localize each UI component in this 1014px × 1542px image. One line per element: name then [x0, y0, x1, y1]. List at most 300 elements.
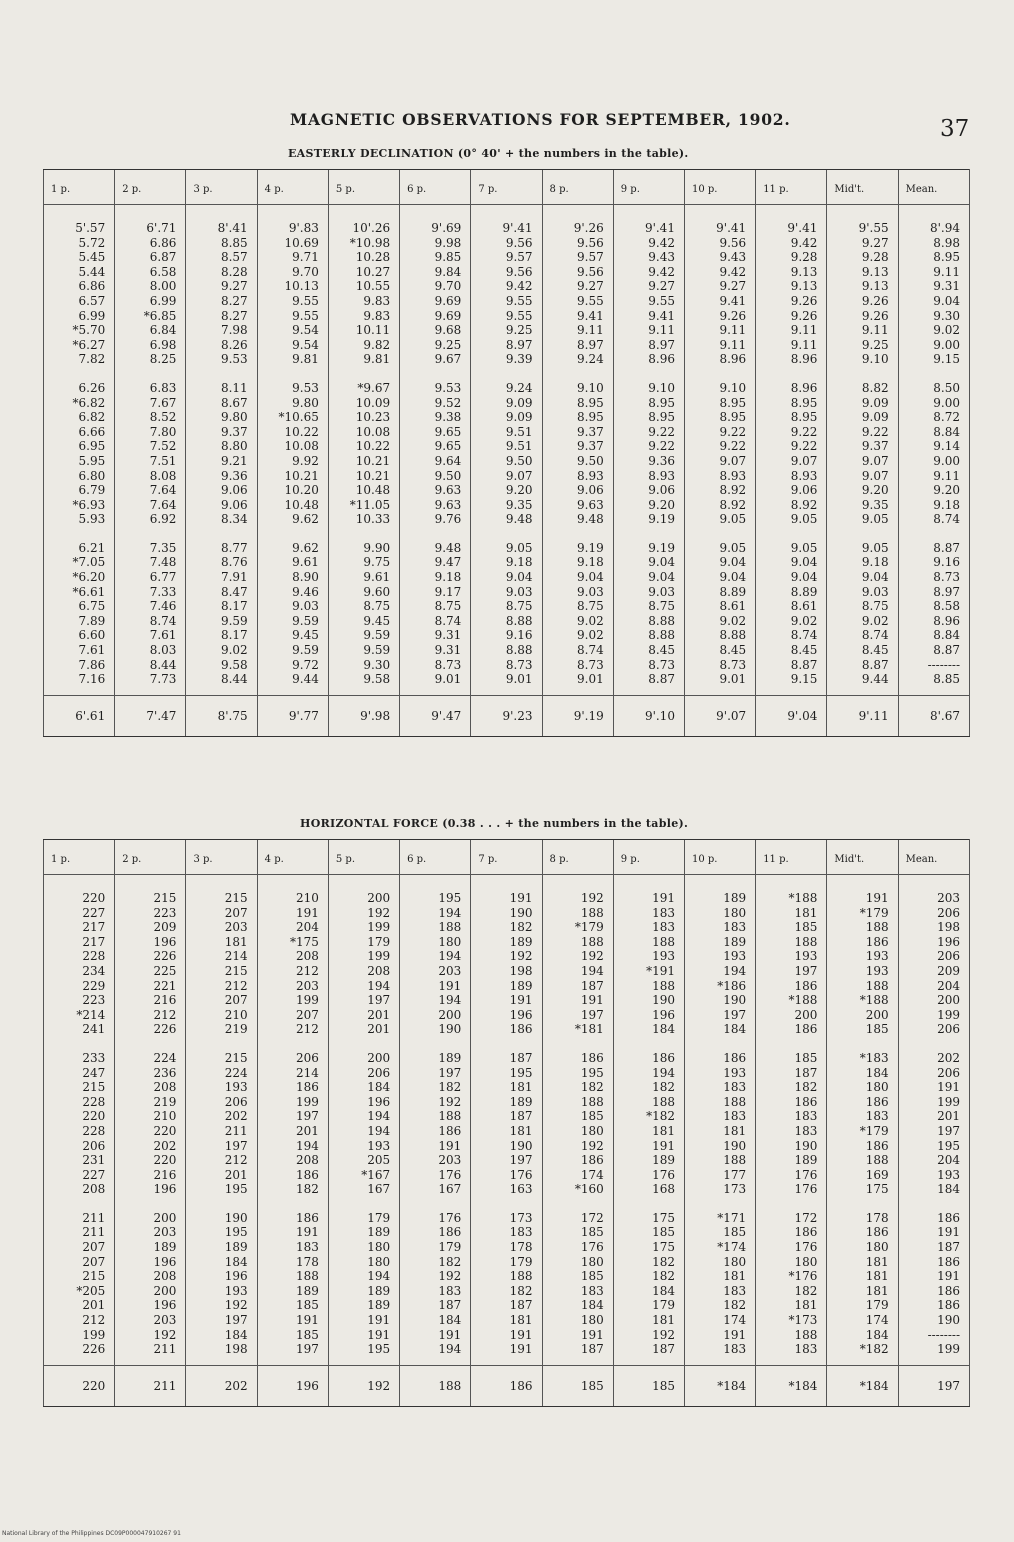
table-cell: 202 [115, 1139, 186, 1154]
table-cell: 203 [115, 1225, 186, 1240]
table-cell: 199 [898, 1008, 969, 1023]
table-cell: 8.95 [684, 396, 755, 411]
table-cell: 8.88 [684, 628, 755, 643]
table-cell: 9'.41 [471, 205, 542, 236]
table-cell: 182 [542, 1080, 613, 1095]
table-cell: 199 [898, 1095, 969, 1110]
table-cell: 9.00 [898, 338, 969, 353]
table-cell: 211 [44, 1225, 115, 1240]
table-cell: 8.73 [400, 658, 471, 673]
table-row [44, 1255, 970, 1270]
table-cell: 10.33 [328, 512, 399, 527]
table-cell: 219 [115, 1095, 186, 1110]
table-cell: 195 [186, 1182, 257, 1197]
table-cell: 180 [684, 1255, 755, 1270]
table-cell: 181 [684, 1124, 755, 1139]
table-cell: 6.92 [115, 512, 186, 527]
table-cell: 9.04 [684, 555, 755, 570]
table-cell: 9.30 [328, 658, 399, 673]
mean-cell: 186 [471, 1365, 542, 1406]
table-row [44, 1109, 970, 1124]
table-cell: 225 [115, 964, 186, 979]
table-cell: 8.61 [684, 599, 755, 614]
table-cell: 9.05 [827, 512, 898, 527]
table-cell: 182 [400, 1080, 471, 1095]
table-cell: 181 [186, 935, 257, 950]
mean-cell: 196 [257, 1365, 328, 1406]
table-cell: 181 [471, 1124, 542, 1139]
table-cell: *173 [756, 1313, 827, 1328]
table-cell: 8.88 [471, 614, 542, 629]
table-cell: 7.82 [44, 352, 115, 367]
table-cell: 197 [400, 1066, 471, 1081]
table-cell: 8.95 [542, 410, 613, 425]
table-cell: 6.60 [44, 628, 115, 643]
table-cell: 9.01 [684, 672, 755, 695]
table-cell: 9.01 [471, 672, 542, 695]
table-row [44, 1225, 970, 1240]
table-cell: 9.56 [684, 236, 755, 251]
table-cell: 9.16 [471, 628, 542, 643]
table-cell: 223 [44, 993, 115, 1008]
table-cell: *11.05 [328, 498, 399, 513]
table-cell: 9.72 [257, 658, 328, 673]
table-cell: 9.82 [328, 338, 399, 353]
table-cell: 9.54 [257, 323, 328, 338]
table-cell: 215 [44, 1269, 115, 1284]
table-cell: 7.98 [186, 323, 257, 338]
table-cell: 206 [328, 1066, 399, 1081]
table-row [44, 294, 970, 309]
table-cell: 9.44 [827, 672, 898, 695]
table-cell: 9.68 [400, 323, 471, 338]
table-cell: 210 [115, 1109, 186, 1124]
table-cell: 9.21 [186, 454, 257, 469]
table-cell: 9.06 [186, 483, 257, 498]
table-cell: 194 [328, 1124, 399, 1139]
table-cell: 10.23 [328, 410, 399, 425]
horizontal-force-table [43, 839, 970, 1407]
table-cell: 7.67 [115, 396, 186, 411]
table-cell: 8.96 [756, 367, 827, 396]
table-cell: 207 [44, 1255, 115, 1270]
table-cell: 9.60 [328, 585, 399, 600]
table-cell: 10.48 [328, 483, 399, 498]
table-cell: 185 [613, 1225, 684, 1240]
table-cell: 179 [471, 1255, 542, 1270]
table-cell: 9.55 [257, 309, 328, 324]
table-cell: 206 [44, 1139, 115, 1154]
table-cell: 212 [257, 1022, 328, 1037]
table-row [44, 469, 970, 484]
table-cell: 189 [613, 1153, 684, 1168]
table-cell: 9.04 [471, 570, 542, 585]
table-cell: 185 [542, 1269, 613, 1284]
table-cell: 202 [186, 1109, 257, 1124]
table-cell: 197 [684, 1008, 755, 1023]
table-cell: 8.87 [898, 643, 969, 658]
table-cell: 181 [756, 906, 827, 921]
table-cell: 191 [257, 1313, 328, 1328]
table-cell: 9.63 [542, 498, 613, 513]
table-cell: *10.65 [257, 410, 328, 425]
table-row [44, 205, 970, 236]
table-cell: 197 [257, 1342, 328, 1365]
table-cell: 168 [613, 1182, 684, 1197]
table-cell: 229 [44, 979, 115, 994]
table-cell: 7.61 [44, 643, 115, 658]
table-cell: 9.65 [400, 425, 471, 440]
table-cell: 186 [898, 1255, 969, 1270]
table-cell: 192 [471, 949, 542, 964]
table-cell: 9.11 [684, 338, 755, 353]
table-cell: 189 [471, 935, 542, 950]
table-cell: 9.17 [400, 585, 471, 600]
table-cell: *174 [684, 1240, 755, 1255]
table-cell: 9.37 [542, 439, 613, 454]
table-cell: 187 [471, 1298, 542, 1313]
table-cell: 9.11 [898, 265, 969, 280]
table-cell: 199 [328, 949, 399, 964]
table-cell: 184 [827, 1066, 898, 1081]
table-cell: 208 [257, 1153, 328, 1168]
table-cell: 196 [328, 1095, 399, 1110]
table-row [44, 1124, 970, 1139]
table-row [44, 439, 970, 454]
table-cell: 7.64 [115, 498, 186, 513]
table-cell: 183 [542, 1284, 613, 1299]
mean-row [44, 1365, 970, 1406]
table-cell: 236 [115, 1066, 186, 1081]
table-cell: 183 [684, 1284, 755, 1299]
table-cell: 183 [257, 1240, 328, 1255]
table-cell: 210 [257, 875, 328, 906]
mean-cell: *184 [827, 1365, 898, 1406]
table-cell: 9.70 [257, 265, 328, 280]
table-cell: 183 [613, 920, 684, 935]
table-cell: 184 [898, 1182, 969, 1197]
table-cell: 9.05 [684, 527, 755, 556]
table-cell: 174 [827, 1313, 898, 1328]
table-cell: 10.22 [257, 425, 328, 440]
table-cell: 195 [186, 1225, 257, 1240]
table-cell: 9.06 [542, 483, 613, 498]
table-cell: 188 [542, 906, 613, 921]
table-cell: 193 [613, 949, 684, 964]
table-cell: 9.01 [542, 672, 613, 695]
table-cell: 9.04 [756, 570, 827, 585]
table-cell: 9.13 [756, 265, 827, 280]
table-row [44, 1139, 970, 1154]
table-cell: 201 [186, 1168, 257, 1183]
table-cell: 9.81 [328, 352, 399, 367]
table-cell: 8.72 [898, 410, 969, 425]
horizontal-force-column-header: Mid't. [827, 840, 898, 875]
table-cell: 208 [115, 1269, 186, 1284]
table-cell: 196 [115, 1298, 186, 1313]
table-cell: *205 [44, 1284, 115, 1299]
table-cell: 9.31 [400, 628, 471, 643]
table-cell: 190 [400, 1022, 471, 1037]
table-cell: 205 [328, 1153, 399, 1168]
table-cell: 9.06 [756, 483, 827, 498]
table-cell: 8.95 [898, 250, 969, 265]
table-cell: 8.34 [186, 512, 257, 527]
table-cell: 9.01 [400, 672, 471, 695]
table-cell: 9.30 [898, 309, 969, 324]
table-cell: 9.50 [471, 454, 542, 469]
table-cell: 8.96 [613, 352, 684, 367]
table-cell: 211 [186, 1124, 257, 1139]
table-cell: 198 [471, 964, 542, 979]
table-cell: 7.80 [115, 425, 186, 440]
table-cell: 180 [400, 935, 471, 950]
table-cell: 8.61 [756, 599, 827, 614]
table-row [44, 993, 970, 1008]
table-cell: 196 [898, 935, 969, 950]
mean-cell: 9'.11 [827, 695, 898, 736]
table-cell: 9.27 [827, 236, 898, 251]
table-cell: 191 [898, 1080, 969, 1095]
table-cell: *182 [613, 1109, 684, 1124]
table-cell: 9.02 [542, 614, 613, 629]
table-cell: 9.81 [257, 352, 328, 367]
table-cell: 176 [756, 1240, 827, 1255]
table-cell: 8.95 [613, 396, 684, 411]
table-cell: 9.26 [827, 309, 898, 324]
table-cell: 9.31 [898, 279, 969, 294]
horizontal-force-column-header: 4 p. [257, 840, 328, 875]
table-row [44, 1182, 970, 1197]
table-cell: 233 [44, 1037, 115, 1066]
table-cell: 9.20 [827, 483, 898, 498]
declination-column-header: Mid't. [827, 170, 898, 205]
table-cell: 188 [400, 1109, 471, 1124]
table-cell: 9.80 [186, 410, 257, 425]
table-cell: 191 [471, 993, 542, 1008]
table-cell: 9.26 [756, 309, 827, 324]
table-cell: 186 [756, 1225, 827, 1240]
table-cell: 9.44 [257, 672, 328, 695]
table-cell: 187 [898, 1240, 969, 1255]
table-cell: 221 [115, 979, 186, 994]
table-cell: *179 [542, 920, 613, 935]
table-cell: 186 [613, 1037, 684, 1066]
table-cell: 7.91 [186, 570, 257, 585]
table-cell: 188 [542, 935, 613, 950]
table-cell: 9.20 [613, 498, 684, 513]
table-cell: 5.44 [44, 265, 115, 280]
table-cell: 9.62 [257, 512, 328, 527]
table-cell: 188 [613, 935, 684, 950]
table-cell: 8.88 [471, 643, 542, 658]
table-cell: 9.14 [898, 439, 969, 454]
table-row [44, 323, 970, 338]
table-cell: 188 [542, 1095, 613, 1110]
declination-column-header: 2 p. [115, 170, 186, 205]
table-cell: 181 [684, 1269, 755, 1284]
table-cell: 9'.26 [542, 205, 613, 236]
table-cell: 191 [257, 906, 328, 921]
mean-cell: 6'.61 [44, 695, 115, 736]
table-cell: 192 [542, 949, 613, 964]
table-cell: 180 [827, 1080, 898, 1095]
table-row [44, 555, 970, 570]
table-cell: 183 [756, 1342, 827, 1365]
table-cell: 5.72 [44, 236, 115, 251]
table-cell: 184 [542, 1298, 613, 1313]
table-cell: 200 [827, 1008, 898, 1023]
table-cell: 9.11 [756, 323, 827, 338]
table-cell: 220 [44, 1109, 115, 1124]
table-cell: 163 [471, 1182, 542, 1197]
horizontal-force-header-row [44, 840, 970, 875]
table-cell: 189 [684, 935, 755, 950]
table-cell: 212 [44, 1313, 115, 1328]
table-row [44, 585, 970, 600]
table-cell: 191 [542, 1328, 613, 1343]
table-cell: 9.25 [827, 338, 898, 353]
table-cell: 194 [400, 949, 471, 964]
table-cell: *175 [257, 935, 328, 950]
table-cell: 186 [257, 1168, 328, 1183]
table-cell: 9.18 [471, 555, 542, 570]
table-cell: 8.93 [542, 469, 613, 484]
table-cell: 8.03 [115, 643, 186, 658]
table-cell: 9.43 [684, 250, 755, 265]
table-cell: 187 [542, 979, 613, 994]
table-cell: 196 [115, 935, 186, 950]
table-cell: 8.44 [115, 658, 186, 673]
table-cell: 195 [542, 1066, 613, 1081]
table-cell: 189 [684, 875, 755, 906]
table-cell: *181 [542, 1022, 613, 1037]
table-cell: 9.65 [400, 439, 471, 454]
table-cell: 8.95 [756, 410, 827, 425]
table-cell: 9.26 [756, 294, 827, 309]
table-cell: 9.11 [542, 323, 613, 338]
table-row [44, 964, 970, 979]
table-cell: 211 [44, 1197, 115, 1226]
table-cell: 179 [827, 1298, 898, 1313]
table-cell: 6.86 [115, 236, 186, 251]
table-cell: 183 [756, 1109, 827, 1124]
table-cell: 187 [471, 1109, 542, 1124]
table-cell: 190 [471, 1139, 542, 1154]
mean-cell: 197 [898, 1365, 969, 1406]
table-cell: 9'.55 [827, 205, 898, 236]
table-cell: 183 [684, 920, 755, 935]
table-cell: 9.35 [827, 498, 898, 513]
table-cell: 186 [827, 1139, 898, 1154]
table-cell: 193 [827, 964, 898, 979]
table-cell: 6.99 [115, 294, 186, 309]
table-cell: 10.69 [257, 236, 328, 251]
table-cell: 209 [898, 964, 969, 979]
table-cell: *6.82 [44, 396, 115, 411]
table-cell: 9'.69 [400, 205, 471, 236]
table-cell: 219 [186, 1022, 257, 1037]
table-cell: 9.15 [898, 352, 969, 367]
table-cell: *9.67 [328, 367, 399, 396]
table-cell: 184 [186, 1328, 257, 1343]
table-cell: 9.00 [898, 396, 969, 411]
declination-header-row [44, 170, 970, 205]
table-cell: 201 [898, 1109, 969, 1124]
table-cell: *186 [684, 979, 755, 994]
table-cell: 177 [684, 1168, 755, 1183]
table-cell: 8.74 [827, 628, 898, 643]
table-cell: 9.22 [756, 425, 827, 440]
table-cell: 198 [898, 920, 969, 935]
table-cell: *7.05 [44, 555, 115, 570]
table-cell: 215 [115, 875, 186, 906]
table-cell: 9.05 [684, 512, 755, 527]
table-cell: 203 [257, 979, 328, 994]
table-cell: 231 [44, 1153, 115, 1168]
table-row [44, 1342, 970, 1365]
table-cell: 187 [613, 1342, 684, 1365]
table-cell: 220 [115, 1124, 186, 1139]
table-cell: 8.97 [898, 585, 969, 600]
table-cell: 176 [400, 1168, 471, 1183]
table-cell: 183 [827, 1109, 898, 1124]
table-cell: 6.75 [44, 599, 115, 614]
table-cell: 215 [186, 1037, 257, 1066]
table-cell: 6.79 [44, 483, 115, 498]
table-cell: 9.07 [827, 469, 898, 484]
table-cell: 228 [44, 949, 115, 964]
table-cell: 215 [186, 875, 257, 906]
table-cell: 9.11 [613, 323, 684, 338]
table-cell: 6.80 [44, 469, 115, 484]
table-cell: 183 [684, 1109, 755, 1124]
table-cell: 8.11 [186, 367, 257, 396]
table-cell: 181 [827, 1284, 898, 1299]
mean-cell: 9'.19 [542, 695, 613, 736]
table-cell: 228 [44, 1124, 115, 1139]
table-cell: 7.16 [44, 672, 115, 695]
table-cell: 199 [44, 1328, 115, 1343]
table-cell: 203 [115, 1313, 186, 1328]
table-cell: 194 [684, 964, 755, 979]
table-cell: 10.21 [328, 469, 399, 484]
declination-column-header: 1 p. [44, 170, 115, 205]
table-cell: 192 [542, 875, 613, 906]
table-cell: 8.85 [186, 236, 257, 251]
table-cell: 227 [44, 1168, 115, 1183]
table-cell: 186 [471, 1022, 542, 1037]
table-cell: 9.07 [684, 454, 755, 469]
table-cell: *6.27 [44, 338, 115, 353]
table-cell: 212 [115, 1008, 186, 1023]
table-cell: 195 [471, 1066, 542, 1081]
table-cell: 206 [257, 1037, 328, 1066]
declination-column-header: 4 p. [257, 170, 328, 205]
table-cell: 188 [613, 1095, 684, 1110]
table-cell: 9.37 [186, 425, 257, 440]
table-cell: 197 [756, 964, 827, 979]
table-cell: 176 [400, 1197, 471, 1226]
table-cell: 8.17 [186, 628, 257, 643]
table-row [44, 512, 970, 527]
table-cell: 183 [756, 1124, 827, 1139]
table-cell: 8.93 [756, 469, 827, 484]
library-credit: National Library of the Philippines DC09P000047910267 91 [2, 1530, 181, 1537]
table-row [44, 250, 970, 265]
table-cell: 182 [613, 1255, 684, 1270]
table-cell: 194 [257, 1139, 328, 1154]
